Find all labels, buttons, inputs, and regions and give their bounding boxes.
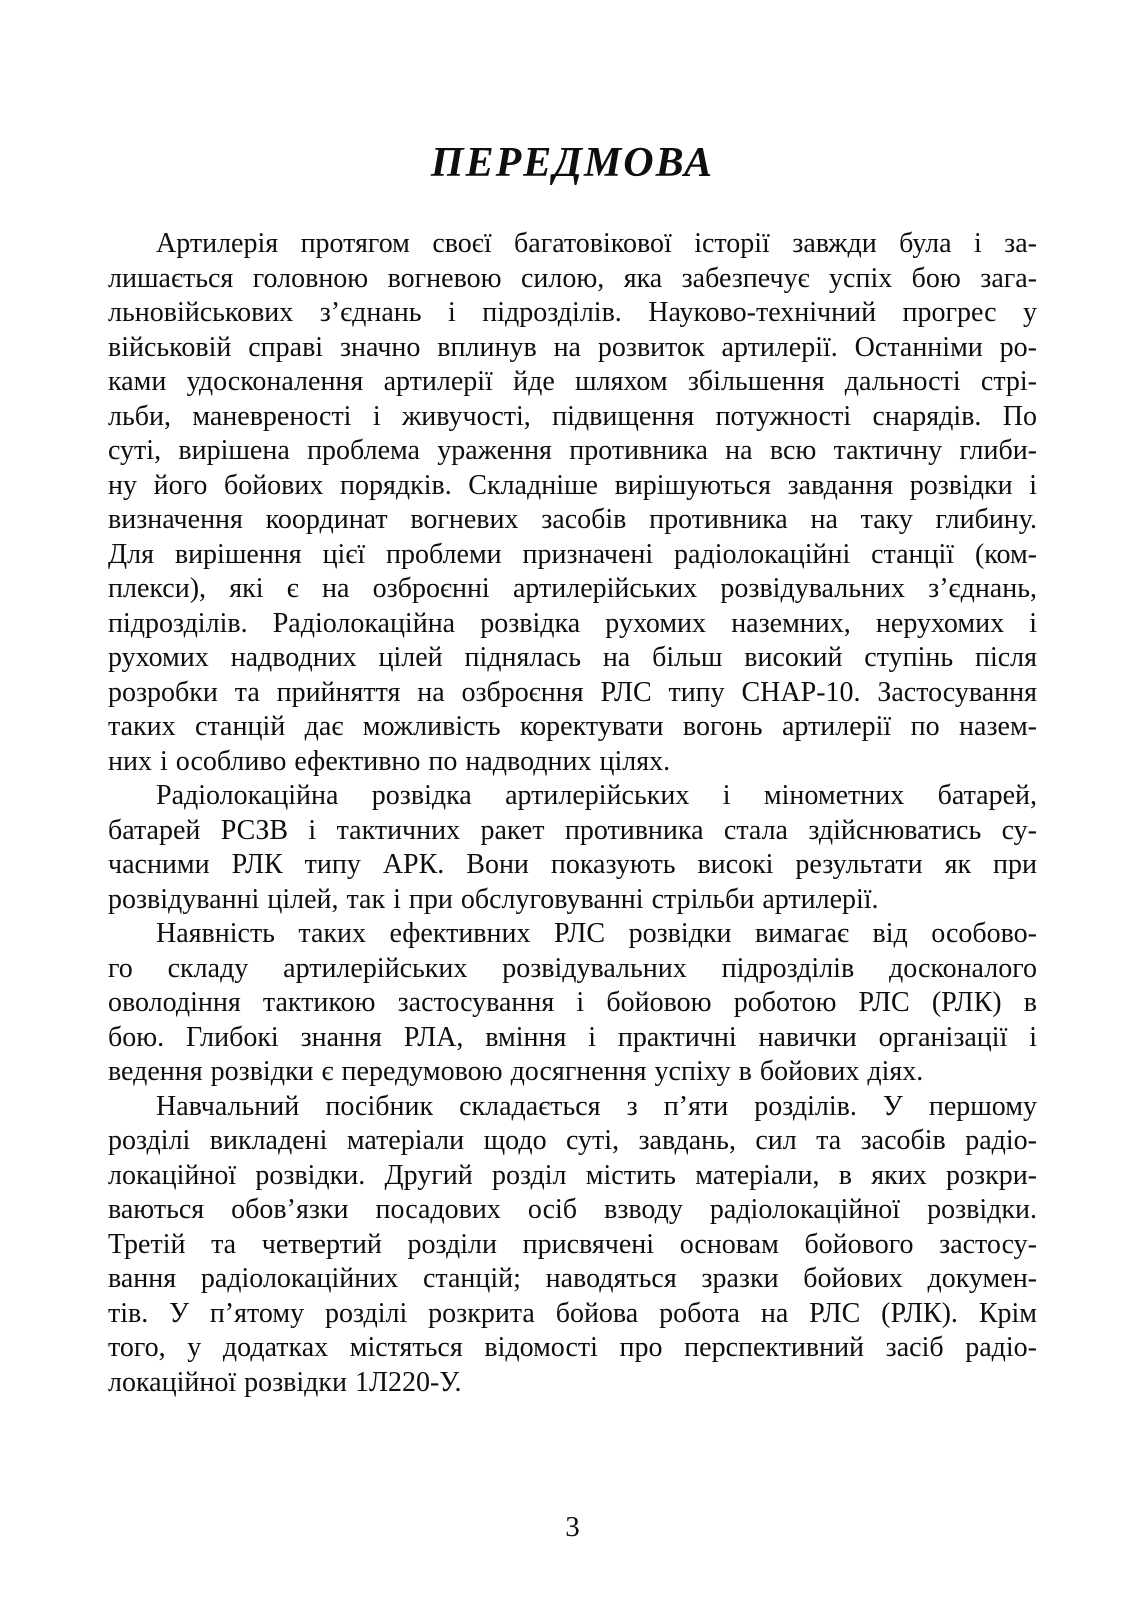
text-line: ками удосконалення артилерії йде шляхом збільшення дальності стрі- [108, 366, 1037, 397]
text-line: оволодіння тактикою застосування і бойовою роботою РЛС (РЛК) в [108, 987, 1037, 1018]
text-line: військовій справі значно вплинув на розвиток артилерії. Останніми ро- [108, 331, 1037, 363]
text-line: часними РЛК типу АРК. Вони показують високі результати як при [108, 849, 1037, 880]
text-line: батарей РСЗВ і тактичних ракет противника стала здійснюватись су- [108, 814, 1037, 846]
text-line: локаційної розвідки. Другий розділ містить матеріали, в яких розкри- [108, 1159, 1037, 1191]
text-line: того, у додатках містяться відомості про перспективний засіб радіо- [108, 1332, 1037, 1363]
text-line: го складу артилерійських розвідувальних підрозділів досконалого [108, 952, 1037, 984]
text-line: льновійськових з’єднань і підрозділів. Науково-технічний прогрес у [108, 297, 1037, 328]
text-line: розділі викладені матеріали щодо суті, завдань, сил та засобів радіо- [108, 1125, 1037, 1156]
text-line: Для вирішення цієї проблеми призначені радіолокаційні станції (ком- [108, 538, 1037, 570]
text-line: розробки та прийняття на озброєння РЛС типу СНАР-10. Застосування [108, 676, 1037, 708]
text-line: ведення розвідки є передумовою досягнення успіху в бойових діях. [108, 1056, 924, 1087]
text-line: визначення координат вогневих засобів противника на таку глибину. [108, 504, 1037, 535]
text-line: таких станцій дає можливість коректувати вогонь артилерії по назем- [108, 711, 1037, 742]
text-line: рухомих надводних цілей піднялась на більш високий ступінь після [108, 642, 1037, 673]
text-line: розвідуванні цілей, так і при обслуговуванні стрільби артилерії. [108, 883, 879, 915]
document-body [108, 227, 1037, 1400]
text-line: локаційної розвідки 1Л220-У. [108, 1366, 462, 1398]
text-line: ваються обов’язки посадових осіб взводу радіолокаційної розвідки. [108, 1194, 1037, 1225]
text-line: Третій та четвертий розділи присвячені основам бойового застосу- [108, 1228, 1037, 1260]
page-number: 3 [565, 1511, 580, 1543]
text-line: бою. Глибокі знання РЛА, вміння і практичні навички організації і [108, 1021, 1037, 1053]
paragraph [108, 917, 1037, 1090]
page-title: ПЕРЕДМОВА [430, 140, 715, 186]
text-line: лишається головною вогневою силою, яка забезпечує успіх бою зага- [108, 262, 1037, 294]
text-line: Наявність таких ефективних РЛС розвідки вимагає від особово- [156, 918, 1037, 949]
text-line: підрозділів. Радіолокаційна розвідка рухомих наземних, нерухомих і [108, 607, 1037, 639]
paragraph [108, 1090, 1037, 1401]
paragraph [108, 779, 1037, 917]
text-line: суті, вирішена проблема ураження противника на всю тактичну глиби- [108, 435, 1037, 466]
text-line: Навчальний посібник складається з п’яти розділів. У першому [156, 1090, 1037, 1122]
text-line: них і особливо ефективно по надводних цілях. [108, 745, 671, 777]
text-line: плекси), які є на озброєнні артилерійських розвідувальних з’єднань, [108, 573, 1037, 604]
text-line: льби, маневреності і живучості, підвищення потужності снарядів. По [108, 400, 1037, 432]
text-line: вання радіолокаційних станцій; наводяться зразки бойових докумен- [108, 1263, 1037, 1294]
text-line: тів. У п’ятому розділі розкрита бойова робота на РЛС (РЛК). Крім [108, 1297, 1037, 1329]
text-line: Радіолокаційна розвідка артилерійських і мінометних батарей, [156, 780, 1037, 811]
text-line: ну його бойових порядків. Складніше вирішуються завдання розвідки і [108, 469, 1037, 501]
text-line: Артилерія протягом своєї багатовікової історії завжди була і за- [156, 228, 1037, 259]
paragraph [108, 227, 1037, 779]
